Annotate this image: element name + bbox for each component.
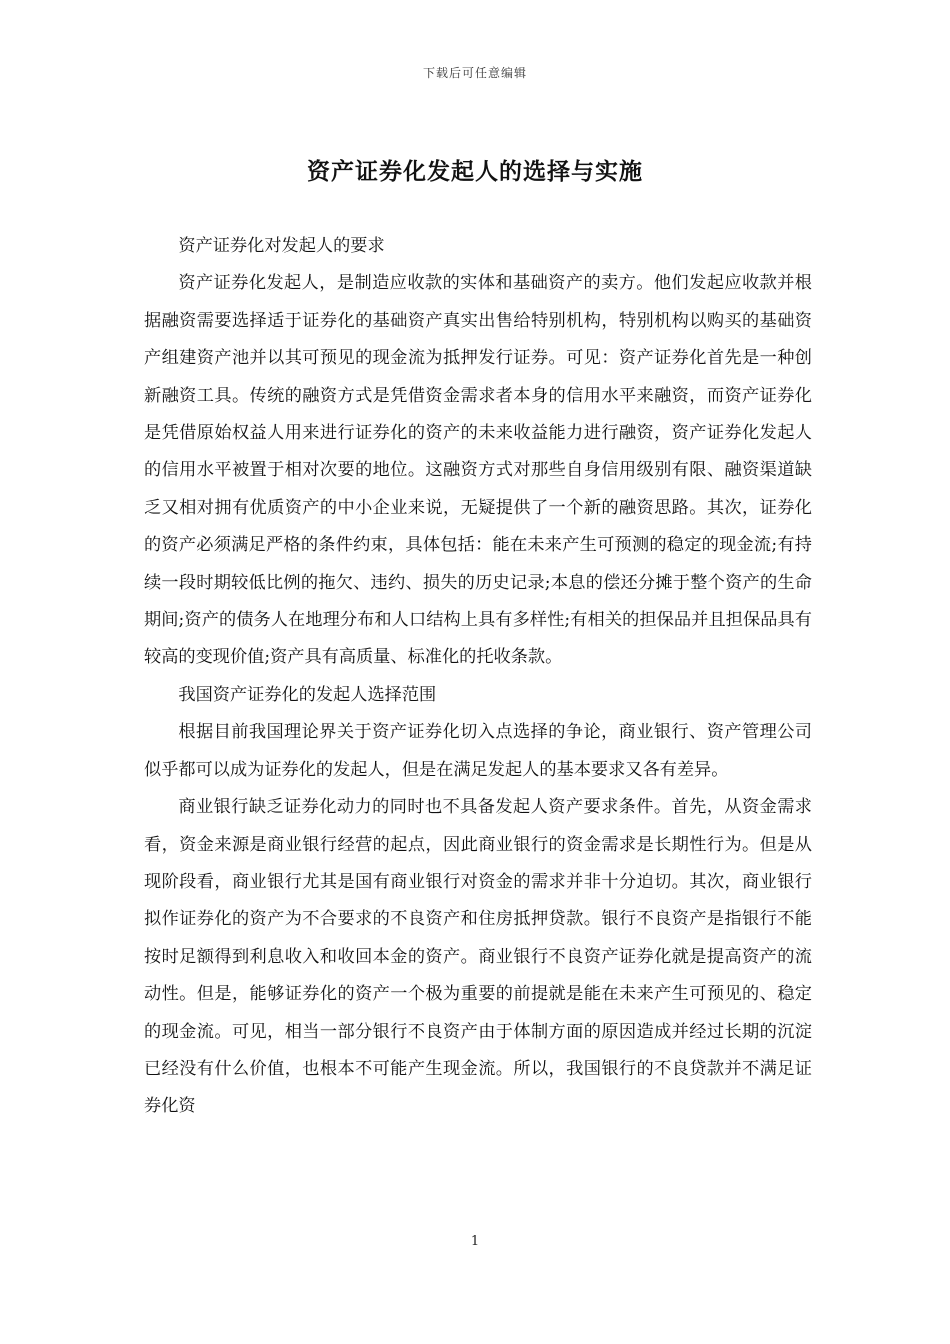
paragraph: 根据目前我国理论界关于资产证券化切入点选择的争论，商业银行、资产管理公司似乎都可以成为证券化的发起人，但是在满足发起人的基本要求又各有差异。 <box>144 722 812 780</box>
section-heading: 资产证券化对发起人的要求 <box>178 236 385 256</box>
page-number: 1 <box>470 1234 480 1249</box>
paragraph: 商业银行缺乏证券化动力的同时也不具备发起人资产要求条件。首先，从资金需求看，资金来源是商业银行经营的起点，因此商业银行的资金需求是长期性行为。但是从现阶段看，商业银行尤其是国有商业银行对资金的需求并非十分迫切。其次，商业银行拟作证券化的资产为不合要求的不良资产和住房抵押贷款。银行不良资产是指银行不能按时足额得到利息收入和收回本金的资产。商业银行不良资产证券化就是提高资产的流动性。但是，能够证券化的资产一个极为重要的前提就是能在未来产生可预见的、稳定的现金流。可见，相当一部分银行不良资产由于体制方面的原因造成并经过长期的沉淀已经没有什么价值，也根本不可能产生现金流。所以，我国银行的不良贷款并不满足证券化资 <box>144 797 812 1117</box>
paragraph: 资产证券化发起人，是制造应收款的实体和基础资产的卖方。他们发起应收款并根据融资需要选择适于证券化的基础资产真实出售给特别机构，特别机构以购买的基础资产组建资产池并以其可预见的现金流为抵押发行证券。可见：资产证券化首先是一种创新融资工具。传统的融资方式是凭借资金需求者本身的信用水平来融资，而资产证券化是凭借原始权益人用来进行证券化的资产的未来收益能力进行融资，资产证券化发起人的信用水平被置于相对次要的地位。这融资方式对那些自身信用级别有限、融资渠道缺乏又相对拥有优质资产的中小企业来说，无疑提供了一个新的融资思路。其次，证券化的资产必须满足严格的条件约束，具体包括：能在未来产生可预测的稳定的现金流;有持续一段时期较低比例的拖欠、违约、损失的历史记录;本息的偿还分摊于整个资产的生命期间;资产的债务人在地理分布和人口结构上具有多样性;有相关的担保品并且担保品具有较高的变现价值;资产具有高质量、标准化的托收条款。 <box>144 273 812 668</box>
document-body <box>144 228 812 1126</box>
header-note: 下载后可任意编辑 <box>422 66 527 80</box>
section-heading: 我国资产证券化的发起人选择范围 <box>178 684 437 705</box>
document-title: 资产证券化发起人的选择与实施 <box>307 158 643 185</box>
